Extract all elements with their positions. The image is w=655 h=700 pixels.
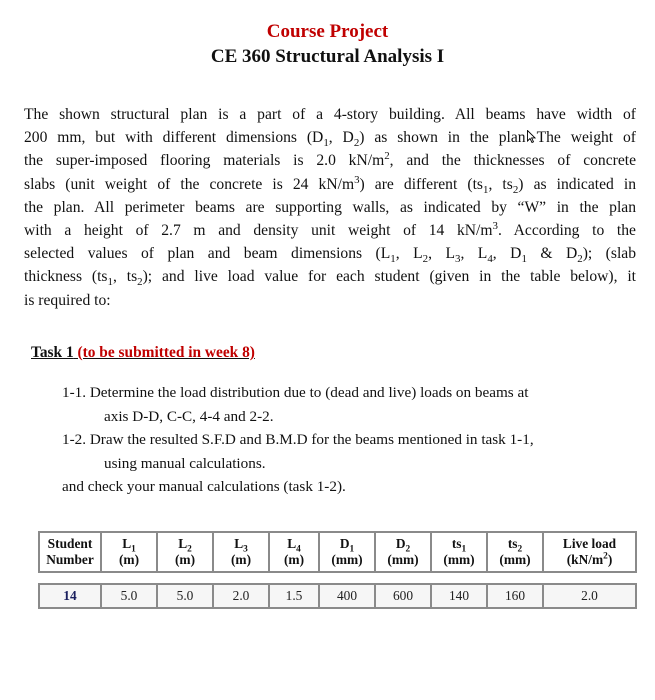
- task-item-continuation: using manual calculations.: [104, 454, 266, 472]
- intro-line: the plan. All perimeter beams are supporting walls, as indicated by “W” in the plan: [24, 198, 636, 216]
- table-header-cell: $D_2$ (mm): [375, 532, 431, 572]
- intro-line: slabs (unit weight of the concrete is 24 $kN/m^3$) are different ($ts_1$, $ts_2$) as indicated in: [24, 173, 636, 196]
- course-code-title: CE 360 Structural Analysis I: [210, 46, 445, 67]
- task-list: [62, 381, 534, 499]
- table-header-row: [39, 532, 636, 572]
- table-cell: 400: [319, 584, 375, 608]
- table-header-cell: $D_1$ (mm): [319, 532, 375, 572]
- table-cell: 160: [487, 584, 543, 608]
- mouse-cursor-icon: [527, 130, 536, 143]
- table-cell: 5.0: [101, 584, 157, 608]
- table-header-cell: Student Number: [39, 532, 101, 572]
- table-header-cell: $L_3$ (m): [213, 532, 269, 572]
- intro-paragraph: [24, 103, 636, 312]
- table-header-cell: $ts_1$ (mm): [431, 532, 487, 572]
- table-header-cell: $L_4$ (m): [269, 532, 319, 572]
- intro-line: thickness ($ts_1$, $ts_2$); and live load value for each student (given in the table below), it: [24, 268, 637, 289]
- student-data-table: [38, 531, 637, 609]
- task-heading: [31, 344, 255, 362]
- table-cell: 2.0: [213, 584, 269, 608]
- task-item: 1-1. Determine the load distribution due to (dead and live) loads on beams at: [62, 384, 529, 401]
- table-cell: 600: [375, 584, 431, 608]
- table-header-cell: $ts_2$ (mm): [487, 532, 543, 572]
- task-deadline-note: (to be submitted in week 8): [77, 344, 255, 361]
- table-header-cell: $L_2$ (m): [157, 532, 213, 572]
- table-header-cell: Live load $(kN/m^2)$: [543, 532, 636, 572]
- intro-line: The shown structural plan is a part of a 4-story building. All beams have width of: [24, 106, 636, 123]
- table-cell: 140: [431, 584, 487, 608]
- table-cell: 2.0: [543, 584, 636, 608]
- table-cell: 5.0: [157, 584, 213, 608]
- table-row: [39, 584, 636, 608]
- table-cell: 14: [39, 584, 101, 608]
- document-title: Course Project: [266, 21, 389, 42]
- table-cell: 1.5: [269, 584, 319, 608]
- intro-line: with a height of 2.7 m and density unit weight of 14 $kN/m^3$. According to the: [24, 219, 636, 240]
- task-item: 1-2. Draw the resulted S.F.D and B.M.D for the beams mentioned in task 1-1,: [62, 431, 534, 448]
- intro-line: 200 mm, but with different dimensions ($D_1$, $D_2$) as shown in the plan The weight of: [24, 129, 636, 150]
- intro-line: is required to:: [24, 291, 111, 309]
- task-item-continuation: axis D-D, C-C, 4-4 and 2-2.: [104, 407, 274, 425]
- intro-line: selected values of plan and beam dimensions ($L_1$, $L_2$, $L_3$, $L_4$, $D_1$ & $D_2$); (slab: [24, 245, 636, 266]
- task-label: Task 1: [31, 344, 74, 361]
- task-item: and check your manual calculations (task 1-2).: [62, 478, 346, 495]
- table-header-cell: $L_1$ (m): [101, 532, 157, 572]
- intro-line: the super-imposed flooring materials is 2.0 $kN/m^2$, and the thicknesses of concrete: [24, 150, 636, 170]
